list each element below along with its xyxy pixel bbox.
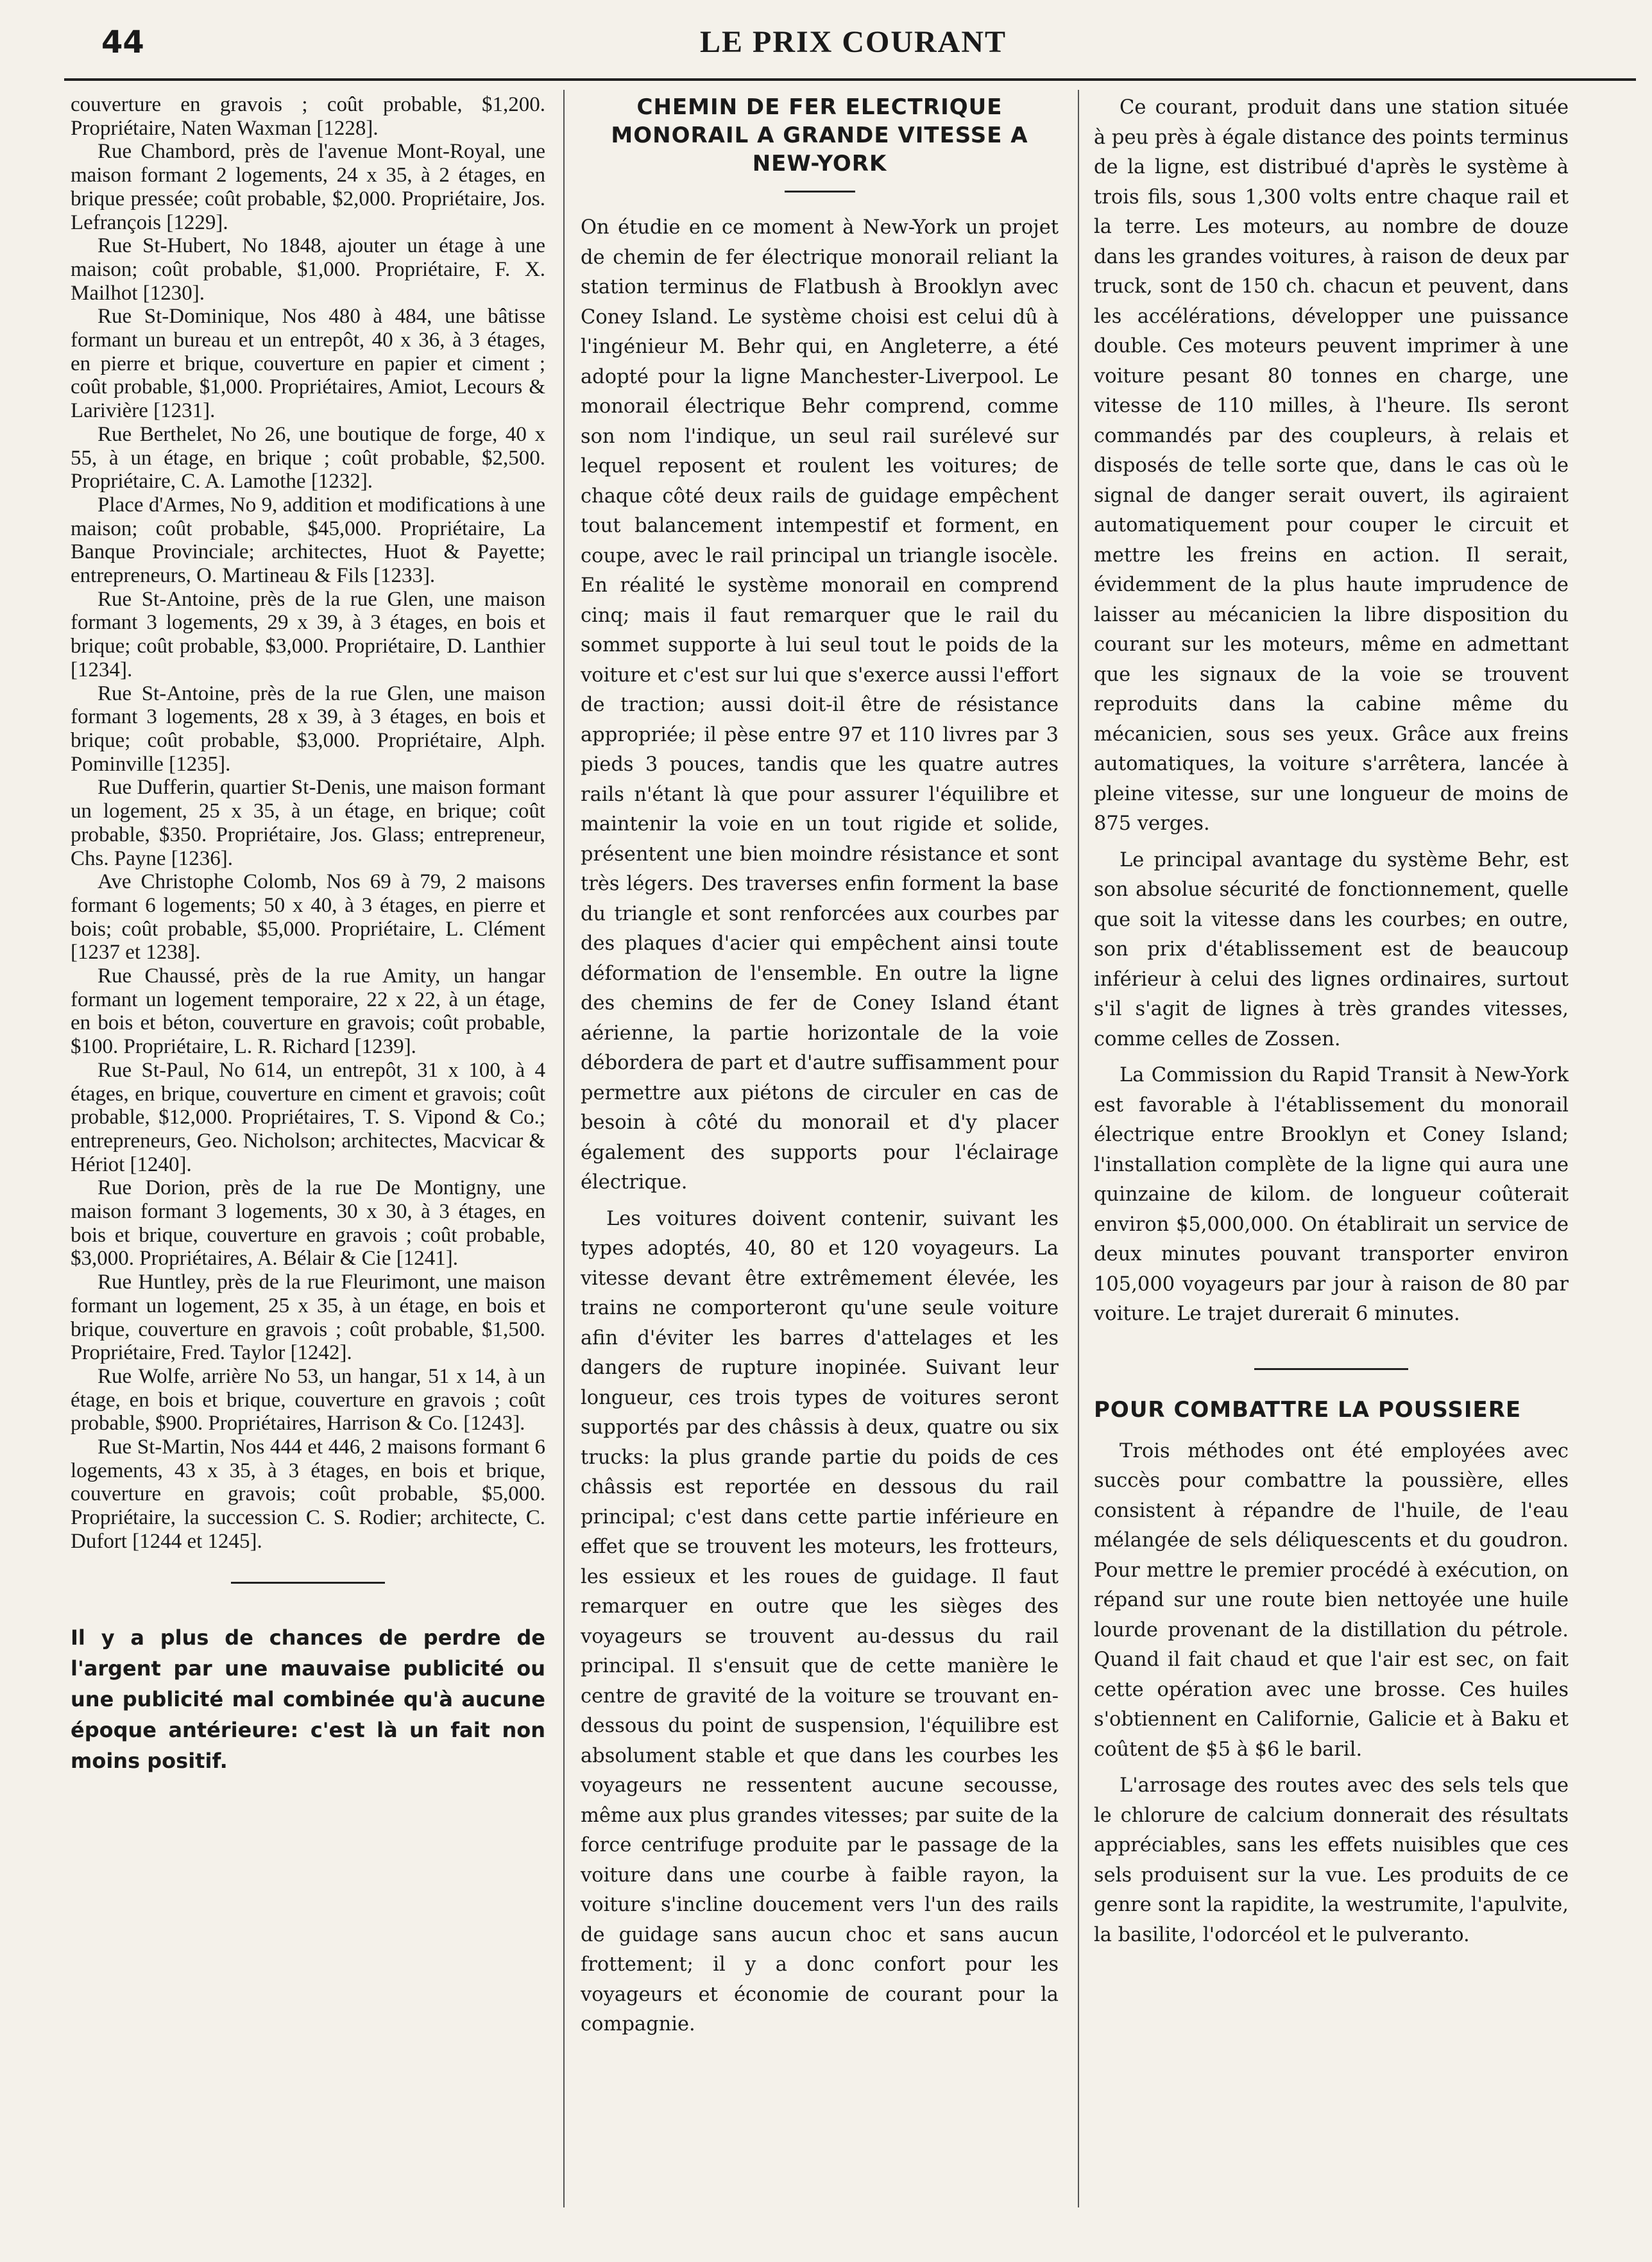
article-body	[581, 213, 1059, 2040]
headline-rule	[785, 191, 855, 193]
article-paragraph: La Commission du Rapid Transit à New-York est favorable à l'établissement du monorail électrique entre Brooklyn et Coney Island; l'installation complète de la ligne qui aura une quinzaine de kilom. de longueur coûterait environ $5,000,000. On établirait un service de deux minutes pouvant transporter environ 105,000 voyageurs par jour à raison de 80 par voiture. Le trajet durerait 6 minutes.	[1094, 1064, 1569, 1325]
article-paragraph: L'arrosage des routes avec des sels tels que le chlorure de calcium donnerait des résultats appréciables, sans les effets nuisibles que ces sels produisent sur la vue. Les produits de ce genre sont la rapidite, la westrumite, l'apulvite, la basilite, l'odorcéol et le pulveranto.	[1094, 1774, 1569, 1946]
permit-entry: Rue Dorion, près de la rue De Montigny, une maison formant 3 logements, 30 x 30, à 3 étages, en bois et brique, couverture en gravois ; coût probable, $3,000. Propriétaires, A. Bélair & Cie [1241].	[71, 1176, 545, 1271]
column-divider	[1078, 90, 1079, 2207]
article-paragraph: Ce courant, produit dans une station située à peu près à égale distance des points terminus de la ligne, est distribué d'après le système à trois fils, sous 1,300 volts entre chaque rail et la terre. Les moteurs, au nombre de douze dans les grandes voitures, à raison de deux par truck, sont de 150 ch. chacun et peuvent, dans les accélérations, développer une puissance double. Ces moteurs peuvent imprimer à une voiture pesant 80 tonnes en charge, une vitesse de 110 milles, à l'heure. Ils seront commandés par des coupleurs, à relais et disposés de telle sorte que, dans le cas où le signal de danger serait ouvert, ils agiraient automatiquement pour couper le circuit et mettre les freins en action. Il serait, évidemment de la plus haute imprudence de laisser au mécanicien la libre disposition du courant sur les moteurs, même en admettant que les signaux de la voie se trouvent reproduits dans la cabine même du mécanicien, sous ses yeux. Grâce aux freins automatiques, la voiture s'arrêtera, lancée à pleine vitesse, sur une longueur de moins de 875 verges.	[1094, 96, 1569, 835]
column-continued	[1094, 93, 1569, 1957]
article-paragraph: Les voitures doivent contenir, suivant les types adoptés, 40, 80 et 120 voyageurs. La vitesse devant être extrêmement élevée, les trains ne comporteront qu'une seule voiture afin d'éviter les barres d'attelages et les dangers de rupture inopinée. Suivant leur longueur, ces trois types de voitures seront supportés par des châssis à deux, quatre ou six trucks: la plus grande partie du poids de ces châssis est reportée en dessous du rail principal; c'est dans cette partie inférieure en effet que se trouvent les moteurs, les frotteurs, les essieux et les roues de guidage. Il faut remarquer en outre que les sièges des voyageurs se trouvent au-dessus du rail principal. Il s'ensuit que de cette manière le centre de gravité de la voiture se trouvant en-dessous du point de suspension, l'équilibre est absolument stable et que dans les courbes les voyageurs ne ressentent aucune secousse, même aux plus grandes vitesses; par suite de la force centrifuge produite par le passage de la voiture dans une courbe à faible rayon, la voiture s'incline doucement vers l'un des rails de guidage sans aucun choc et sans aucun frottement; il y a donc confort pour les voyageurs et économie de courant pour la compagnie.	[581, 1207, 1059, 2035]
permit-entry: Rue Berthelet, No 26, une boutique de forge, 40 x 55, à un étage, en brique ; coût probable, $2,500. Propriétaire, C. A. Lamothe [1232].	[71, 422, 545, 493]
permit-entry: Rue Huntley, près de la rue Fleurimont, une maison formant un logement, 25 x 35, à un étage, en bois et brique, couverture en gravois ; coût probable, $1,500. Propriétaire, Fred. Taylor [1242].	[71, 1271, 545, 1365]
journal-title: LE PRIX COURANT	[699, 25, 1007, 59]
article-body	[1094, 1437, 1569, 1951]
permit-entry: Rue St-Dominique, Nos 480 à 484, une bâtisse formant un bureau et un entrepôt, 40 x 36, à 3 étages, en pierre et brique, couverture en papier et ciment ; coût probable, $1,000. Propriétaires, Amiot, Lecours & Larivière [1231].	[71, 305, 545, 423]
permit-entry: Rue St-Hubert, No 1848, ajouter un étage à une maison; coût probable, $1,000. Propriétaire, F. X. Mailhot [1230].	[71, 234, 545, 305]
permit-entry: Rue Dufferin, quartier St-Denis, une maison formant un logement, 25 x 35, à un étage, en brique; coût probable, $350. Propriétaire, Jos. Glass; entrepreneur, Chs. Payne [1236].	[71, 776, 545, 870]
section-separator	[1254, 1368, 1408, 1370]
permit-entry: Ave Christophe Colomb, Nos 69 à 79, 2 maisons formant 6 logements; 50 x 40, à 3 étages, en pierre et bois; coût probable, $5,000. Propriétaire, L. Clément [1237 et 1238].	[71, 870, 545, 964]
permit-entry: Rue St-Martin, Nos 444 et 446, 2 maisons formant 6 logements, 43 x 35, à 3 étages, en bois et brique, couverture en gravois; coût probable, $5,000. Propriétaire, la succession C. S. Rodier; architecte, C. Dufort [1244 et 1245].	[71, 1435, 545, 1553]
section-separator	[231, 1582, 385, 1584]
article-body-continued	[1094, 93, 1569, 1330]
permit-entry: Rue St-Antoine, près de la rue Glen, une maison formant 3 logements, 29 x 39, à 3 étages, en bois et brique; coût probable, $3,000. Propriétaire, D. Lanthier [1234].	[71, 587, 545, 681]
article-paragraph: Trois méthodes ont été employées avec succès pour combattre la poussière, elles consistent à répandre de l'huile, de l'eau mélangée de sels déliquescents et du goudron. Pour mettre le premier procédé à exécution, on répand sur une route bien nettoyée une huile lourde provenant de la distillation du pétrole. Quand il fait chaud et que l'air est sec, on fait cette opération avec une brosse. Ces huiles s'obtiennent en Californie, Galicie et à Baku et coûtent de $5 à $6 le baril.	[1094, 1439, 1569, 1761]
page-header	[77, 24, 1630, 76]
article-headline: POUR COMBATTRE LA POUSSIERE	[1094, 1396, 1522, 1423]
column-monorail-article	[581, 93, 1059, 2046]
permit-entry: Rue Wolfe, arrière No 53, un hangar, 51 x 14, à un étage, en bois et brique, couverture en gravois ; coût probable, $900. Propriétaires, Harrison & Co. [1243].	[71, 1364, 545, 1435]
permit-listing	[71, 93, 545, 1554]
permit-entry: Rue Chaussé, près de la rue Amity, un hangar formant un logement temporaire, 22 x 22, à un étage, en bois et béton, couverture en gravois; coût probable, $100. Propriétaire, L. R. Richard [1239].	[71, 964, 545, 1059]
permit-entry: Rue St-Antoine, près de la rue Glen, une maison formant 3 logements, 28 x 39, à 3 étages, en bois et brique; coût probable, $3,000. Propriétaire, Alph. Pominville [1235].	[71, 681, 545, 776]
page-number: 44	[101, 24, 144, 60]
permit-entry: Rue St-Paul, No 614, un entrepôt, 31 x 100, à 4 étages, en brique, couverture en ciment et gravois; coût probable, $12,000. Propriétaires, T. S. Vipond & Co.; entrepreneurs, Geo. Nicholson; architectes, Macvicar & Hériot [1240].	[71, 1058, 545, 1176]
advertisement-notice	[71, 1622, 545, 1776]
column-building-permits	[71, 93, 545, 1776]
permit-entry: Place d'Armes, No 9, addition et modifications à une maison; coût probable, $45,000. Propriétaire, La Banque Provinciale; architectes, Huot & Payette; entrepreneurs, O. Martineau & Fils [1233].	[71, 493, 545, 588]
column-divider	[563, 90, 565, 2207]
permit-entry: couverture en gravois ; coût probable, $1,200. Propriétaire, Naten Waxman [1228].	[71, 93, 545, 140]
article-headline: CHEMIN DE FER ELECTRIQUE MONORAIL A GRANDE VITESSE A NEW-YORK	[611, 94, 1028, 176]
permit-entry: Rue Chambord, près de l'avenue Mont-Royal, une maison formant 2 logements, 24 x 35, à 2 étages, en brique pressée; coût probable, $2,000. Propriétaire, Jos. Lefrançois [1229].	[71, 140, 545, 234]
header-rule	[64, 78, 1636, 81]
article-paragraph: Le principal avantage du système Behr, est son absolue sécurité de fonctionnement, quelle que soit la vitesse dans les courbes; en outre, son prix d'établissement est de beaucoup inférieur à celui des lignes ordinaires, surtout s'il s'agit de lignes à très grandes vitesses, comme celles de Zossen.	[1094, 848, 1569, 1050]
article-paragraph: On étudie en ce moment à New-York un projet de chemin de fer électrique monorail reliant la station terminus de Flatbush à Brooklyn avec Coney Island. Le système choisi est celui dû à l'ingénieur M. Behr qui, en Angleterre, a été adopté pour la ligne Manchester-Liverpool. Le monorail électrique Behr comprend, comme son nom l'indique, un seul rail surélevé sur lequel reposent et roulent les voitures; de chaque côté deux rails de guidage empêchent tout balancement intempestif et forment, en coupe, avec le rail principal un triangle isocèle. En réalité le système monorail en comprend cinq; mais il faut remarquer que le rail du sommet supporte à lui seul tout le poids de la voiture et c'est sur lui que s'exerce aussi l'effort de traction; aussi doit-il être de résistance appropriée; il pèse entre 97 et 110 livres par 3 pieds 3 pouces, tandis que les quatre autres rails n'étant là que pour assurer l'équilibre et maintenir la voie en un tout rigide et solide, présentent une bien moindre résistance et sont très légers. Des traverses enfin forment la base du triangle et sont renforcées aux courbes par des plaques d'acier qui empêchent ainsi toute déformation de l'ensemble. En outre la ligne des chemins de fer de Coney Island étant aérienne, la partie horizontale de la voie débordera de part et d'autre suffisamment pour permettre aux piétons de circuler en cas de besoin à côté du monorail et d'y placer également des supports pour l'éclairage électrique.	[581, 216, 1059, 1194]
ad-text: Il y a plus de chances de perdre de l'argent par une mauvaise publicité ou une publicité mal combinée qu'à aucune époque antérieure: c'est là un fait non moins positif.	[71, 1625, 545, 1773]
